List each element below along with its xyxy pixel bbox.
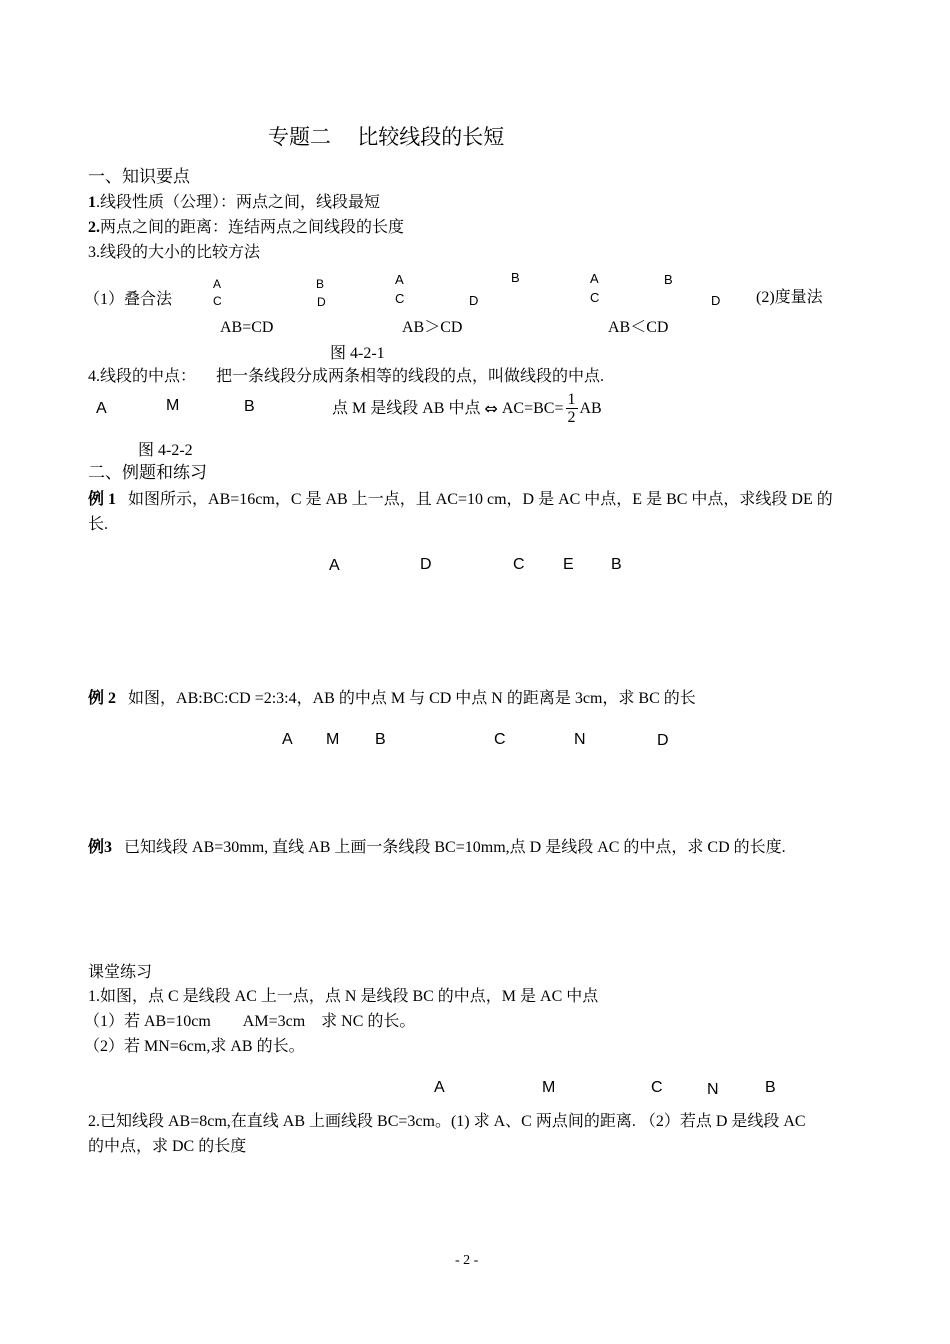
fig1-g1-label-c: C: [213, 294, 222, 308]
ex2-fig-label-c: C: [494, 731, 506, 748]
example-1-text-cont: 长.: [88, 516, 109, 533]
example-1: [88, 490, 868, 510]
example-2-text: 如图，AB:BC:CD =2:3:4，AB 的中点 M 与 CD 中点 N 的距离是 3cm，求 BC 的长: [128, 690, 696, 707]
method-measure-label: (2)度量法: [756, 289, 823, 306]
midpoint-equation: AC=BC=: [501, 400, 564, 417]
fig1-g2-label-b: B: [511, 270, 520, 285]
ex1-fig-label-b: B: [611, 556, 622, 573]
example-3-label: 例3: [88, 839, 113, 856]
pr1-fig-label-b: B: [765, 1079, 776, 1096]
midpoint-definition: [332, 387, 602, 431]
fig1-g1-label-b: B: [316, 277, 325, 291]
example-3-text: 已知线段 AB=30mm, 直线 AB 上画一条线段 BC=10mm,点 D 是线段 AC 的中点，求 CD 的长度.: [124, 839, 786, 856]
section-heading-examples: 二、例题和练习: [88, 463, 207, 482]
fig2-caption: 图 4-2-2: [138, 442, 193, 459]
fig1-g3-label-c: C: [590, 290, 600, 305]
fig1-relation-less: AB＜CD: [608, 319, 669, 336]
point-1-text: .线段性质（公理）：两点之间，线段最短: [96, 194, 381, 211]
pr1-fig-label-a: A: [434, 1079, 445, 1096]
page-number: - 2 -: [455, 1253, 479, 1268]
point-3: 3.线段的大小的比较方法: [88, 244, 261, 261]
midpoint-equation-ab: AB: [579, 400, 602, 417]
practice-2-text-cont: 的中点，求 DC 的长度: [88, 1138, 247, 1155]
point-2: [88, 218, 404, 238]
point-4-label: 4.线段的中点：: [88, 368, 197, 385]
point-1: [88, 193, 380, 213]
practice-1-question-1: （1）若 AB=10cm AM=3cm 求 NC 的长。: [84, 1013, 416, 1030]
fraction-one-half: [566, 392, 578, 427]
example-2-label: 例 2: [88, 690, 117, 707]
practice-1-text: 1.如图，点 C 是线段 AC 上一点，点 N 是线段 BC 的中点，M 是 AC 中点: [88, 988, 599, 1005]
fig2-label-b: B: [244, 398, 255, 415]
point-2-text: 两点之间的距离：连结两点之间线段的长度: [100, 219, 405, 236]
pr1-fig-label-m: M: [542, 1079, 556, 1096]
ex2-fig-label-b: B: [375, 731, 386, 748]
example-1-label: 例 1: [88, 491, 117, 508]
midpoint-definition-text: 点 M 是线段 AB 中点: [332, 400, 481, 417]
ex1-fig-label-c: C: [513, 556, 525, 573]
pr1-fig-label-c: C: [651, 1079, 663, 1096]
point-1-number: 1: [88, 194, 96, 211]
page-title: 专题二 比较线段的长短: [268, 125, 505, 149]
fraction-denominator: 2: [567, 408, 576, 426]
method-overlap-label: （1）叠合法: [84, 291, 173, 308]
pr1-fig-label-n: N: [707, 1081, 719, 1098]
fig2-label-m: M: [166, 397, 180, 414]
practice-1-question-2: （2）若 MN=6cm,求 AB 的长。: [84, 1038, 305, 1055]
point-2-number: 2.: [88, 219, 100, 236]
fig1-g3-label-d: D: [711, 293, 721, 308]
fig1-g2-label-a: A: [395, 272, 404, 287]
practice-heading: 课堂练习: [88, 964, 153, 981]
fig1-g1-label-a: A: [213, 277, 222, 291]
ex2-fig-label-m: M: [326, 731, 340, 748]
ex1-fig-label-a: A: [329, 557, 340, 574]
point-4-text: 把一条线段分成两条相等的线段的点，叫做线段的中点.: [216, 368, 605, 385]
fig1-g2-label-d: D: [469, 293, 479, 308]
section-heading-knowledge: 一、知识要点: [88, 167, 190, 186]
fig1-relation-equal: AB=CD: [220, 319, 274, 336]
example-2: [88, 689, 696, 709]
fig2-label-a: A: [96, 400, 107, 417]
practice-2-text: 2.已知线段 AB=8cm,在直线 AB 上画线段 BC=3cm。(1) 求 A、C 两点间的距离. （2）若点 D 是线段 AC: [88, 1113, 806, 1130]
iff-symbol: ⇔: [484, 399, 498, 418]
fig1-g1-label-d: D: [317, 295, 326, 309]
fig1-g3-label-a: A: [590, 271, 599, 286]
fig1-g2-label-c: C: [395, 291, 405, 306]
ex1-fig-label-e: E: [563, 556, 574, 573]
fig1-g3-label-b: B: [664, 272, 673, 287]
fraction-numerator: 1: [567, 390, 576, 408]
ex1-fig-label-d: D: [420, 556, 432, 573]
ex2-fig-label-a: A: [282, 731, 293, 748]
ex2-fig-label-n: N: [574, 731, 586, 748]
fig1-caption: 图 4-2-1: [330, 345, 385, 362]
ex2-fig-label-d: D: [657, 732, 669, 749]
example-3: [88, 838, 786, 858]
example-1-text: 如图所示，AB=16cm，C 是 AB 上一点，且 AC=10 cm，D 是 AC 中点，E 是 BC 中点，求线段 DE 的: [128, 491, 833, 508]
fig1-relation-greater: AB＞CD: [402, 319, 463, 336]
